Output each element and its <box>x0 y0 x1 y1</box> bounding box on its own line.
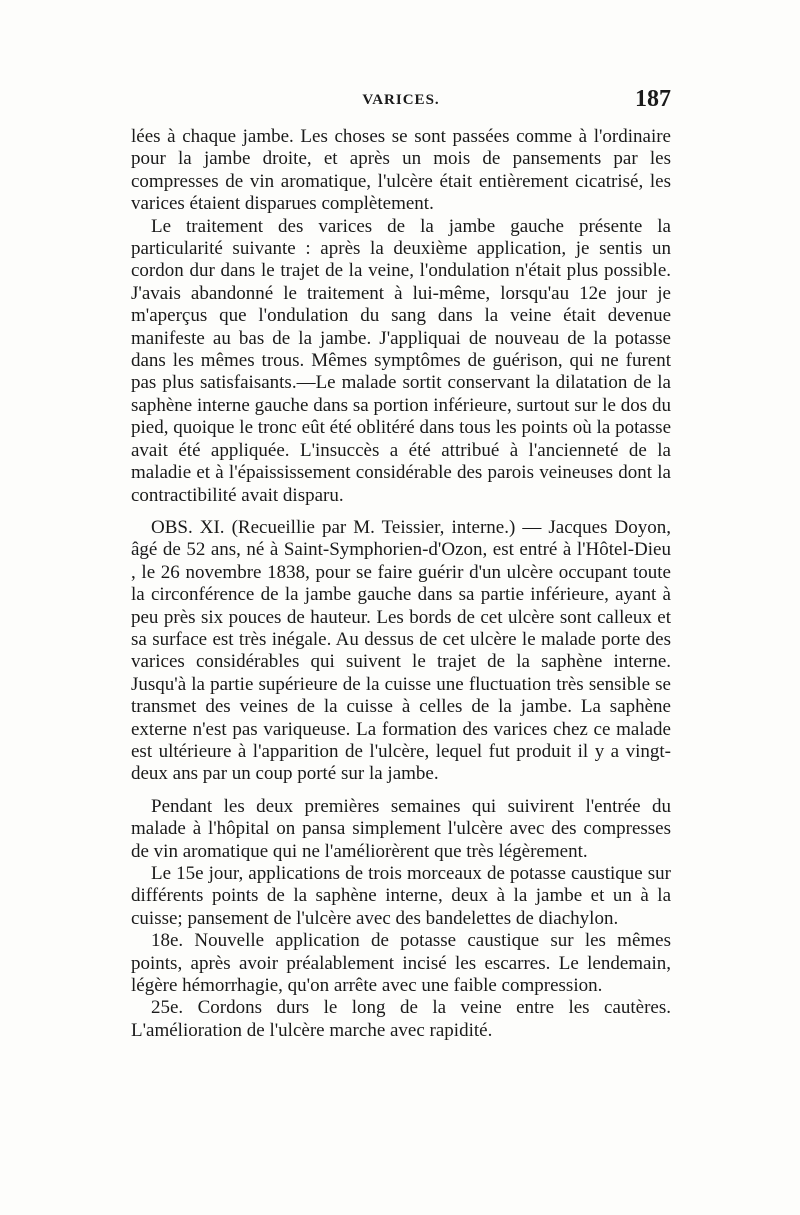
paragraph-treatment-left-leg: Le traitement des varices de la jambe gauche présente la particularité suivante : après la deuxième application, je sentis un cordon dur dans le trajet de la veine, l'ondulation n'était plus possible. J'avais abandonné le traitement à lui-même, lorsqu'au 12e jour je m'aperçus que l'ondulation du sang dans la veine était devenue manifeste au bas de la jambe. J'appliquai de nouveau de la potasse dans les mêmes trous. Mêmes symptômes de guérison, qui ne furent pas plus satisfaisants.—Le malade sortit conservant la dilatation de la saphène interne gauche dans sa portion inférieure, surtout sur le dos du pied, quoique le tronc eût été oblitéré dans tous les points où la potasse avait été appliquée. L'insuccès a été attribué à l'ancienneté de la maladie et à l'épaississement considérable des parois veineuses dont la contractibilité avait disparu. <box>131 215 671 506</box>
body-text <box>131 126 671 1042</box>
paragraph-observation-xi: OBS. XI. (Recueillie par M. Teissier, interne.) — Jacques Doyon, âgé de 52 ans, né à Saint-Symphorien-d'Ozon, est entré à l'Hôtel-Dieu , le 26 novembre 1838, pour se faire guérir d'un ulcère occupant toute la circonférence de la jambe gauche dans sa partie inférieure, ayant à peu près six pouces de hauteur. Les bords de cet ulcère sont calleux et sa surface est très inégale. Au dessus de cet ulcère le malade porte des varices considérables qui suivent le trajet de la saphène interne. Jusqu'à la partie supérieure de la cuisse une fluctuation très sensible se transmet des veines de la cuisse à celles de la jambe. La saphène externe n'est pas variqueuse. La formation des varices chez ce malade est ultérieure à l'apparition de l'ulcère, lequel fut produit il y a vingt-deux ans par un coup porté sur la jambe. <box>131 516 671 785</box>
paragraph-day-18: 18e. Nouvelle application de potasse caustique sur les mêmes points, après avoir préalablement incisé les escarres. Le lendemain, légère hémorrhagie, qu'on arrête avec une faible compression. <box>131 930 671 997</box>
paragraph-day-25: 25e. Cordons durs le long de la veine entre les cautères. L'amélioration de l'ulcère marche avec rapidité. <box>131 997 671 1041</box>
paragraph-day-15: Le 15e jour, applications de trois morceaux de potasse caustique sur différents points de la saphène interne, deux à la jambe et un à la cuisse; pansement de l'ulcère avec des bandelettes de diachylon. <box>131 863 671 929</box>
running-head <box>131 86 671 122</box>
paragraph-first-weeks: Pendant les deux premières semaines qui suivirent l'entrée du malade à l'hôpital on pansa simplement l'ulcère avec des compresses de vin aromatique qui ne l'améliorèrent que très légèrement. <box>131 795 671 862</box>
paragraph-continuation: lées à chaque jambe. Les choses se sont passées comme à l'ordinaire pour la jambe droite, et après un mois de pansements par les compresses de vin aromatique, l'ulcère était entièrement cicatrisé, les varices étaient disparues complètement. <box>131 126 671 215</box>
page-number: 187 <box>635 86 671 112</box>
running-title: VARICES. <box>362 92 440 108</box>
